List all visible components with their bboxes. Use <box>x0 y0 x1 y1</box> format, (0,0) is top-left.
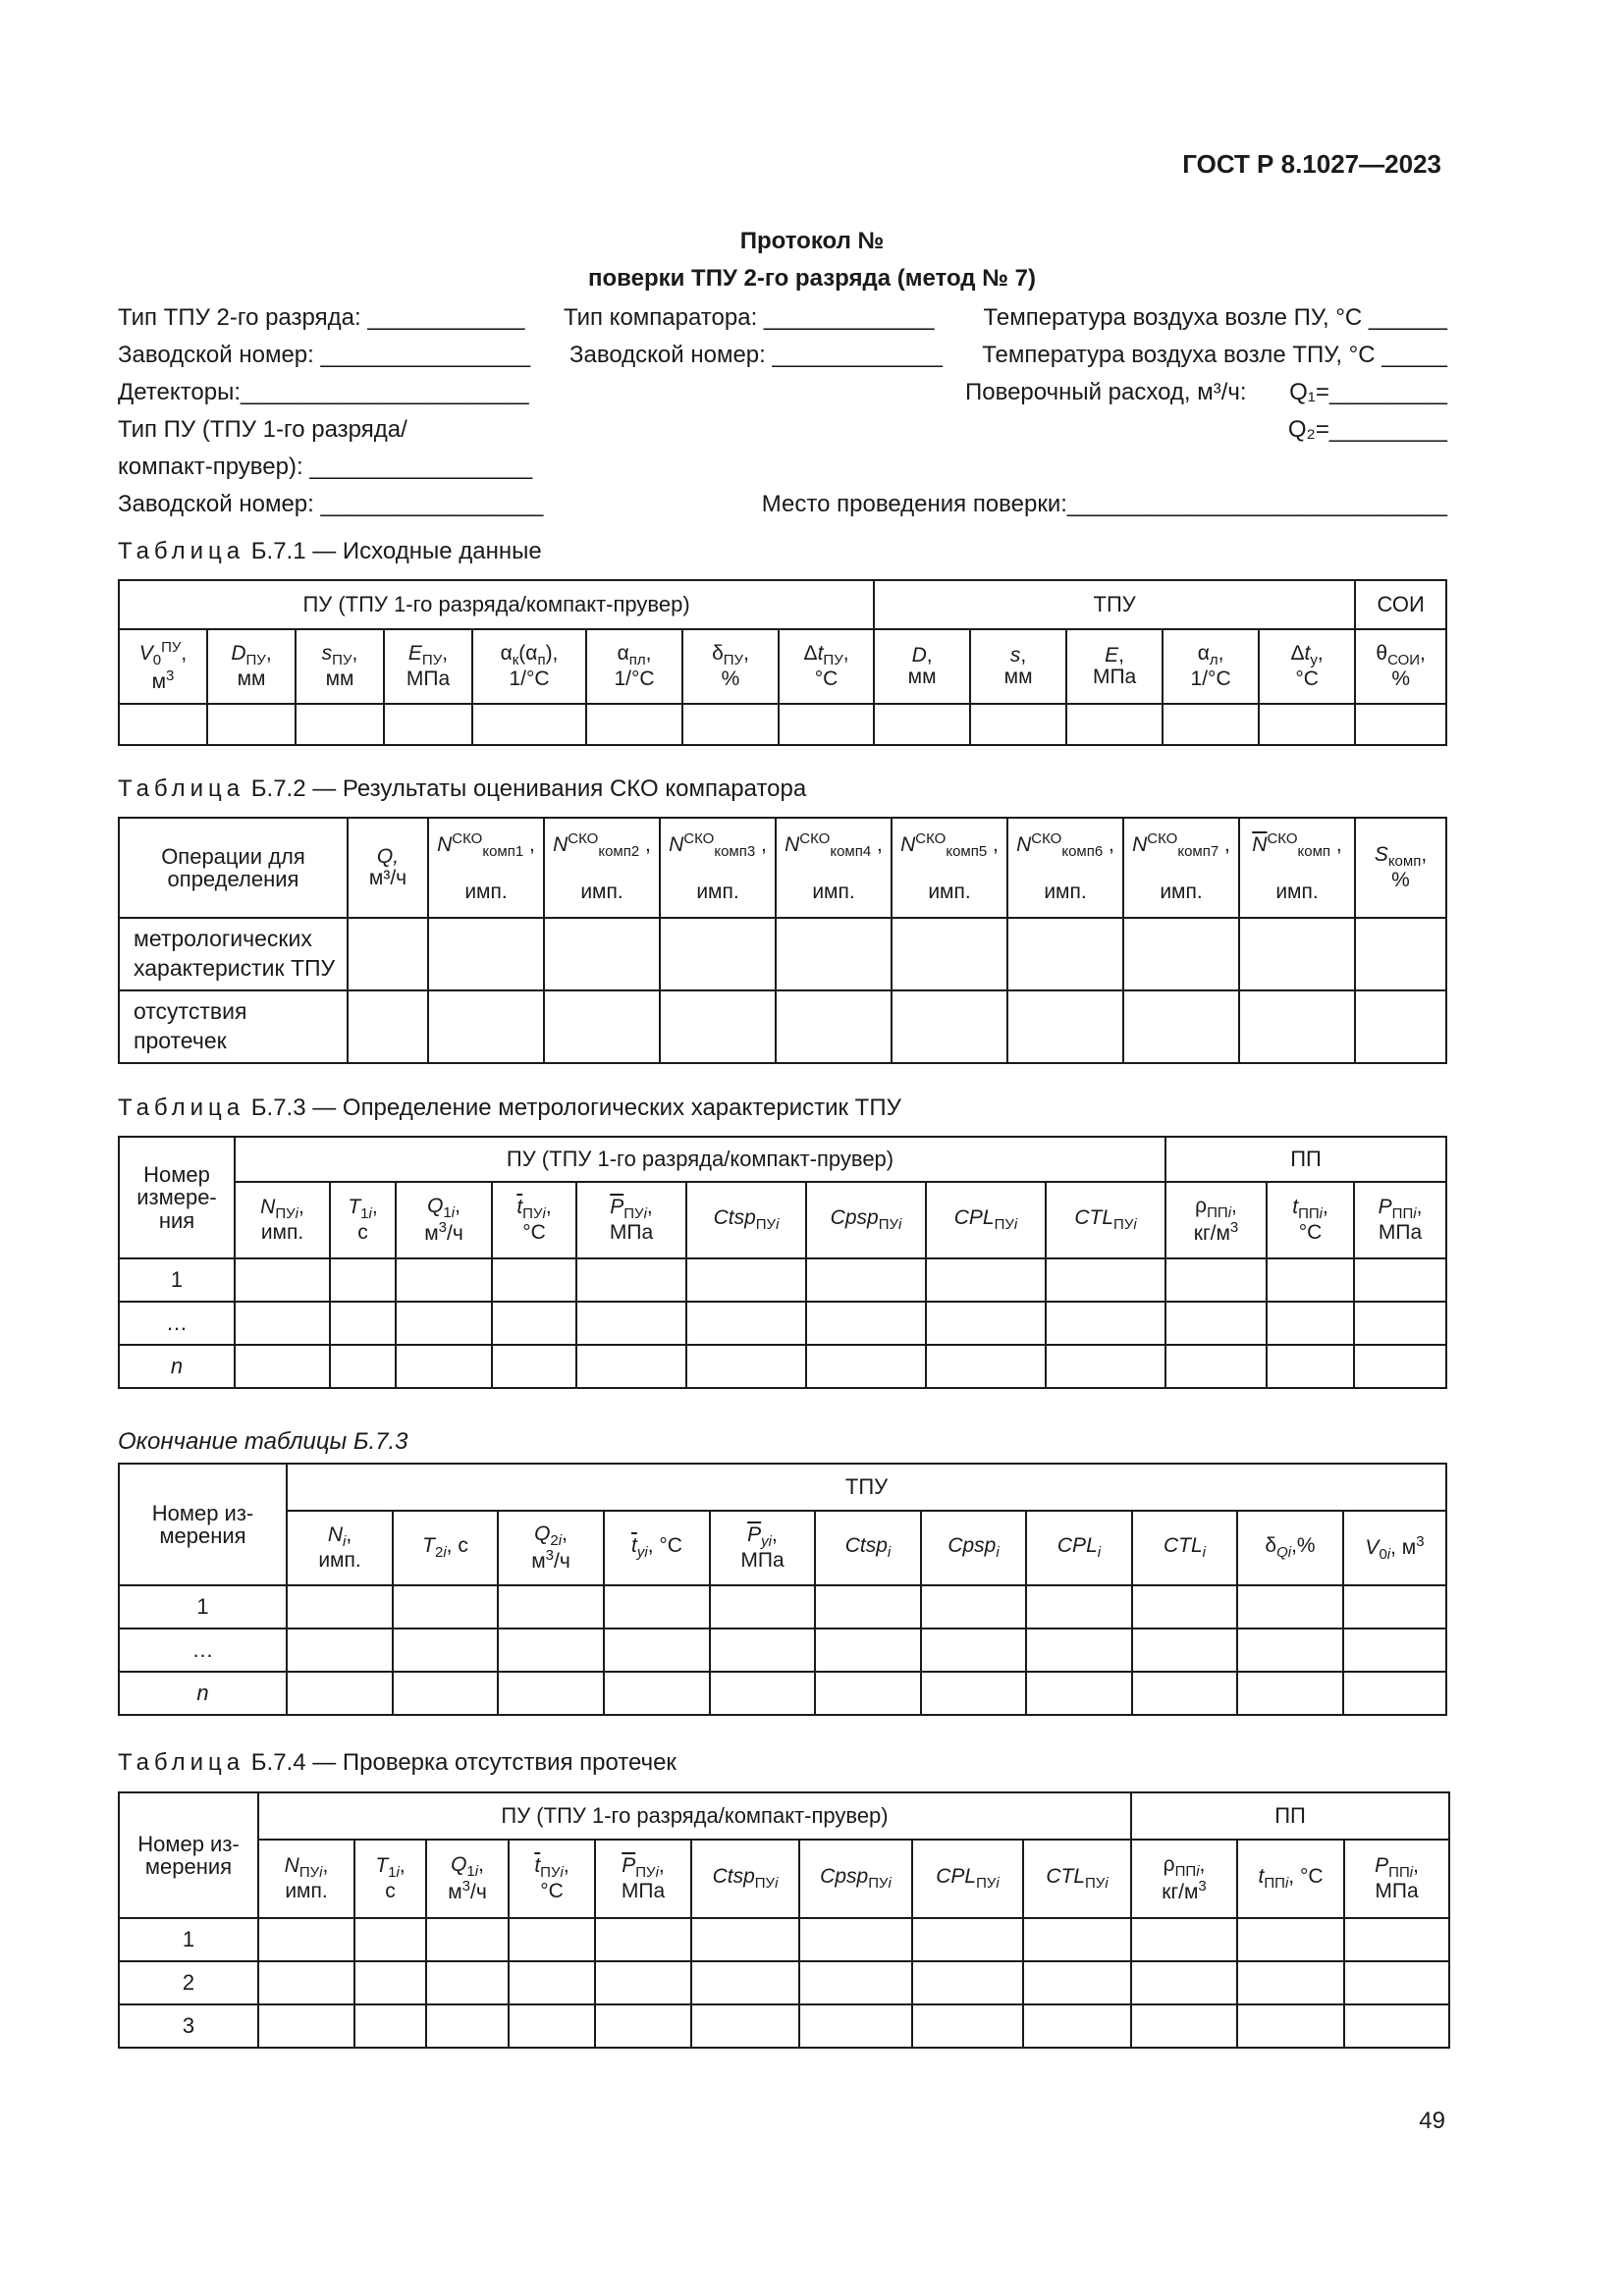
protocol-title: Протокол № <box>739 228 885 254</box>
header-cell: $CPL_{ПУi}$ <box>926 1182 1046 1258</box>
table-row <box>119 1672 1446 1715</box>
header-cell: E, МПа <box>1066 629 1163 704</box>
header-cell: $N_{ПУi}$, имп. <box>235 1182 330 1258</box>
table-row <box>119 1258 1446 1302</box>
row-number: 1 <box>119 1258 235 1302</box>
header-cell: $N_{ПУi}$, имп. <box>258 1840 354 1918</box>
row-number: … <box>119 1302 235 1345</box>
col-n-komp-mean: $\overline{N}^{СКО}_{комп}$ , имп. <box>1239 818 1355 918</box>
header-cell: $\delta_{Qi},\%$ <box>1237 1511 1343 1585</box>
header-cell: $N_i$, имп. <box>287 1511 393 1585</box>
col-measure-number: Номер из-мерения <box>119 1792 258 1918</box>
table4-header-row <box>119 1840 1449 1918</box>
row-number: 2 <box>119 1961 258 2004</box>
group-header-soi: СОИ <box>1355 580 1446 629</box>
field-air-temp-pu: Температура воздуха возле ПУ, °С ______ <box>983 304 1447 331</box>
header-cell: $\alpha_к(\alpha_п)$, 1/°С <box>472 629 586 704</box>
header-cell: $t_{ППi}$, °С <box>1267 1182 1354 1258</box>
header-cell: Cpsp$_{ПУi}$ <box>799 1840 912 1918</box>
header-cell: $CPL_{ПУi}$ <box>912 1840 1023 1918</box>
table-b71 <box>118 579 1447 746</box>
col-operations: Операции для определения <box>119 818 348 918</box>
field-pu-type-line1: Тип ПУ (ТПУ 1-го разряда/ <box>118 416 407 443</box>
header-cell: $CTL_{ПУi}$ <box>1023 1840 1131 1918</box>
table-row <box>119 2004 1449 2048</box>
header-cell: $s_{ПУ}$, мм <box>296 629 384 704</box>
header-cell: Ctsp$_{ПУi}$ <box>686 1182 806 1258</box>
field-pu-type-line2: компакт-прувер): _________________ <box>118 454 533 480</box>
header-cell: Cpsp$_i$ <box>921 1511 1026 1585</box>
row-number: 1 <box>119 1918 258 1961</box>
table3b-header-row <box>119 1511 1446 1585</box>
header-cell: $E_{ПУ}$, МПа <box>384 629 472 704</box>
header-cell: Ctsp$_{ПУi}$ <box>691 1840 799 1918</box>
header-cell: $T_{1i}$, с <box>354 1840 426 1918</box>
group-header-pu: ПУ (ТПУ 1-го разряда/компакт-прувер) <box>258 1792 1131 1840</box>
field-flow-label: Поверочный расход, м³/ч: <box>965 379 1247 405</box>
field-place: Место проведения поверки:_____________________________ <box>761 491 1447 517</box>
field-tpu-type: Тип ТПУ 2-го разряда: ____________ <box>118 304 525 331</box>
field-comparator-serial: Заводской номер: _____________ <box>569 342 943 368</box>
header-cell: Ctsp$_i$ <box>815 1511 921 1585</box>
header-cell: $V_{0i}$, $м^3$ <box>1343 1511 1446 1585</box>
header-cell: $T_{2i}$, с <box>393 1511 498 1585</box>
row-number: … <box>119 1629 287 1672</box>
row-number: n <box>119 1672 287 1715</box>
table-b72 <box>118 817 1447 1064</box>
protocol-subtitle: поверки ТПУ 2-го разряда (метод № 7) <box>588 265 1036 292</box>
header-cell: $Q_{2i}$, $м^3/ч$ <box>498 1511 604 1585</box>
header-cell: $P_{ППi}$, МПа <box>1354 1182 1446 1258</box>
group-header-pu: ПУ (ТПУ 1-го разряда/компакт-прувер) <box>119 580 874 629</box>
header-cell: $CTL_{ПУi}$ <box>1046 1182 1165 1258</box>
header-cell: $\overline{P}_{ПУi}$, МПа <box>576 1182 686 1258</box>
table4-caption: Таблица Б.7.4 — Проверка отсутствия протечек <box>118 1749 677 1776</box>
row-number: n <box>119 1345 235 1388</box>
table3b-caption: Окончание таблицы Б.7.3 <box>118 1428 408 1455</box>
header-cell: $T_{1i}$, с <box>330 1182 396 1258</box>
col-n-komp6: $N^{СКО}_{комп6}$ , имп. <box>1007 818 1123 918</box>
table3-caption: Таблица Б.7.3 — Определение метрологических характеристик ТПУ <box>118 1095 901 1121</box>
col-n-komp4: $N^{СКО}_{комп4}$ , имп. <box>776 818 892 918</box>
header-cell: Cpsp$_{ПУi}$ <box>806 1182 926 1258</box>
col-n-komp3: $N^{СКО}_{комп3}$ , имп. <box>660 818 776 918</box>
header-cell: D, мм <box>874 629 970 704</box>
col-q: Q, м³/ч <box>348 818 428 918</box>
field-q1: Q₁=_________ <box>1289 379 1447 405</box>
col-s-komp: $S_{комп}$, % <box>1355 818 1446 918</box>
table-b73 <box>118 1136 1447 1389</box>
table-b74 <box>118 1791 1450 2049</box>
field-air-temp-tpu: Температура воздуха возле ТПУ, °С _____ <box>982 342 1447 368</box>
header-cell: $\overline{t}_{ПУi}$, °С <box>509 1840 595 1918</box>
header-cell: $\alpha_{пл}$, 1/°С <box>586 629 682 704</box>
table-row <box>119 1961 1449 2004</box>
table2-caption: Таблица Б.7.2 — Результаты оценивания СКО компаратора <box>118 775 807 802</box>
header-cell: $t_{ППi}$, °С <box>1237 1840 1344 1918</box>
header-cell: $\rho_{ППi}$, $кг/м^3$ <box>1131 1840 1237 1918</box>
header-cell: $\delta_{ПУ}$, % <box>682 629 779 704</box>
col-n-komp1: $N^{СКО}_{комп1}$ , имп. <box>428 818 544 918</box>
table-row <box>119 918 1446 990</box>
row-number: 1 <box>119 1585 287 1629</box>
table2-header-row <box>119 818 1446 918</box>
field-comparator-type: Тип компаратора: _____________ <box>564 304 935 331</box>
table-row <box>119 1918 1449 1961</box>
page-number: 49 <box>1419 2108 1445 2134</box>
standard-number: ГОСТ Р 8.1027—2023 <box>1182 149 1441 179</box>
col-n-komp7: $N^{СКО}_{комп7}$ , имп. <box>1123 818 1239 918</box>
table-row <box>119 1345 1446 1388</box>
header-cell: $\overline{P}_{yi}$, МПа <box>710 1511 815 1585</box>
row-label: отсутствия протечек <box>119 990 348 1063</box>
header-cell: $P_{ППi}$, МПа <box>1344 1840 1449 1918</box>
group-header-tpu: ТПУ <box>287 1464 1446 1511</box>
table-row <box>119 990 1446 1063</box>
header-cell: $\Delta t_{ПУ}$, °С <box>779 629 874 704</box>
group-header-tpu: ТПУ <box>874 580 1355 629</box>
field-pu-serial: Заводской номер: _________________ <box>118 491 544 517</box>
col-measure-number: Номер измере-ния <box>119 1137 235 1258</box>
table-row <box>119 704 1446 745</box>
table3-header-row <box>119 1182 1446 1258</box>
header-cell: $\rho_{ППi}$, $кг/м^3$ <box>1165 1182 1267 1258</box>
table-row <box>119 1585 1446 1629</box>
header-cell: $V_0^{ПУ}$, $м^3$ <box>119 629 207 704</box>
field-tpu-serial: Заводской номер: ________________ <box>118 342 531 368</box>
header-cell: $Q_{1i}$, $м^3/ч$ <box>396 1182 492 1258</box>
header-cell: $CPL_i$ <box>1026 1511 1132 1585</box>
group-header-pp: ПП <box>1165 1137 1446 1182</box>
header-cell: $CTL_i$ <box>1132 1511 1237 1585</box>
header-cell: $\overline{P}_{ПУi}$, МПа <box>595 1840 691 1918</box>
group-header-pp: ПП <box>1131 1792 1449 1840</box>
header-cell: $D_{ПУ}$, мм <box>207 629 296 704</box>
table1-caption: Таблица Б.7.1 — Исходные данные <box>118 538 542 564</box>
row-number: 3 <box>119 2004 258 2048</box>
header-cell: $Q_{1i}$, $м^3/ч$ <box>426 1840 509 1918</box>
col-n-komp2: $N^{СКО}_{комп2}$ , имп. <box>544 818 660 918</box>
header-cell: $\overline{t}_{yi}$, °С <box>604 1511 710 1585</box>
field-q2: Q₂=_________ <box>1287 416 1447 443</box>
header-cell: $\alpha_л$, 1/°С <box>1163 629 1259 704</box>
field-detectors: Детекторы:______________________ <box>118 379 529 405</box>
col-measure-number: Номер из-мерения <box>119 1464 287 1585</box>
table-row <box>119 1629 1446 1672</box>
row-label: метрологических характеристик ТПУ <box>119 918 348 990</box>
header-cell: $\theta_{СОИ}$, % <box>1355 629 1446 704</box>
table-row <box>119 1302 1446 1345</box>
col-n-komp5: $N^{СКО}_{комп5}$ , имп. <box>892 818 1007 918</box>
header-cell: $\Delta t_у$, °С <box>1259 629 1355 704</box>
header-cell: s, мм <box>970 629 1066 704</box>
table1-header-row <box>119 629 1446 704</box>
group-header-pu: ПУ (ТПУ 1-го разряда/компакт-прувер) <box>235 1137 1165 1182</box>
header-cell: $\overline{t}_{ПУi}$, °С <box>492 1182 576 1258</box>
table-b73-end <box>118 1463 1447 1716</box>
